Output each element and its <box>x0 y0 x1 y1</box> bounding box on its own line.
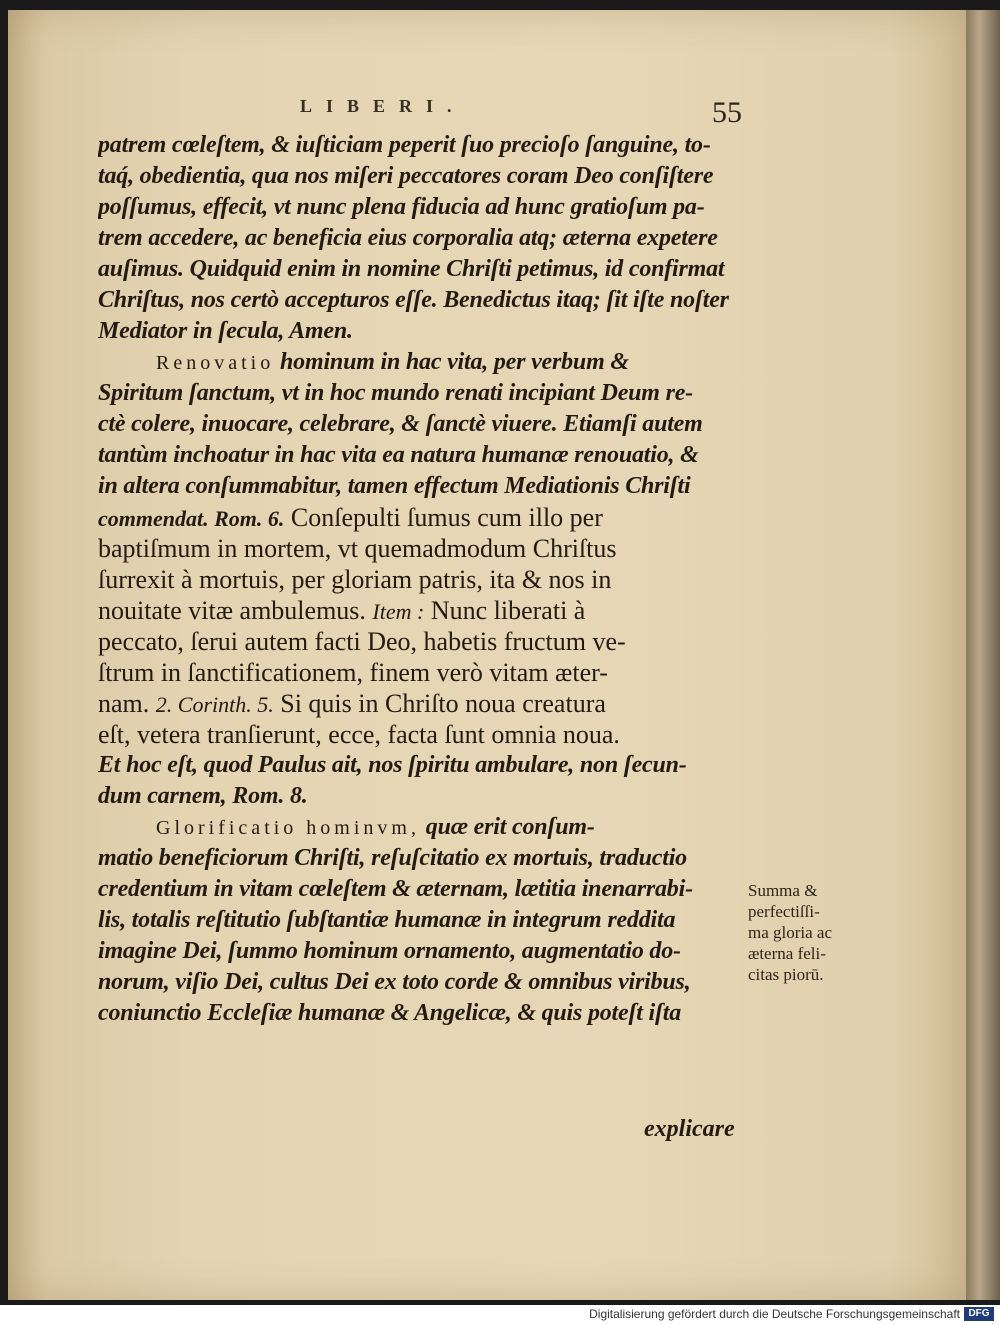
body-text <box>98 130 758 1029</box>
text-line: Chriſtus, nos certò accepturos eſſe. Benedictus itaq; ſit iſte noſter <box>98 287 729 313</box>
text-line: dum carnem, Rom. 8. <box>98 783 308 809</box>
text-line: Mediator in ſecula, Amen. <box>98 318 353 344</box>
text-fragment: Si quis in Chriſto noua creatura <box>280 689 606 718</box>
text-line: lis, totalis reſtitutio ſubſtantiæ humanæ in integrum reddita <box>98 907 676 933</box>
footer-credit: Digitalisierung gefördert durch die Deutsche Forschungsgemeinschaft <box>589 1307 960 1321</box>
text-line: patrem cœleſtem, & iuſticiam peperit ſuo precioſo ſanguine, to- <box>98 132 711 158</box>
text-line: Et hoc eſt, quod Paulus ait, nos ſpiritu ambulare, non ſecun- <box>98 752 687 778</box>
text-fragment: quæ erit conſum- <box>425 814 595 840</box>
text-line: ſtrum in ſanctificationem, finem verò vitam æter- <box>98 658 608 687</box>
text-line: matio beneficiorum Chriſti, reſuſcitatio ex mortuis, traductio <box>98 845 687 871</box>
running-head: LIBERI. <box>300 96 466 116</box>
marginal-line: æterna feli- <box>748 944 826 963</box>
page-edge <box>966 10 1000 1300</box>
marginal-line: Summa & <box>748 881 818 900</box>
citation: 2. Corinth. 5. <box>155 692 274 717</box>
text-line <box>98 688 758 719</box>
text-fragment: Nunc liberati à <box>430 596 586 625</box>
text-line: taq́, obedientia, qua nos miſeri peccatores coram Deo conſiſtere <box>98 163 714 189</box>
footer-bar <box>0 1305 1000 1325</box>
text-line: trem accedere, ac beneficia eius corporalia atq; æterna expetere <box>98 225 718 251</box>
citation: Item : <box>372 599 425 624</box>
text-line: Spiritum ſanctum, vt in hoc mundo renati incipiant Deum re- <box>98 380 693 406</box>
text-line: poſſumus, effecit, vt nunc plena fiducia ad hunc gratioſum pa- <box>98 194 705 220</box>
text-line <box>98 347 758 378</box>
marginal-line: perfectiſſi- <box>748 902 820 921</box>
text-fragment: nouitate vitæ ambulemus. <box>98 596 366 625</box>
text-line: norum, viſio Dei, cultus Dei ex toto corde & omnibus viribus, <box>98 969 691 995</box>
text-line: tantùm inchoatur in hac vita ea natura humanæ renouatio, & <box>98 442 699 468</box>
text-fragment: hominum in hac vita, per verbum & <box>280 349 629 375</box>
text-line: coniunctio Eccleſiæ humanæ & Angelicæ, & quis poteſt iſta <box>98 1000 682 1026</box>
text-line <box>98 595 758 626</box>
marginal-note <box>748 880 868 985</box>
text-line: auſimus. Quidquid enim in nomine Chriſti petimus, id confirmat <box>98 256 725 282</box>
text-line <box>98 812 758 843</box>
catchword: explicare <box>644 1116 735 1142</box>
text-line: ctè colere, inuocare, celebrare, & ſanctè viuere. Etiamſi autem <box>98 411 703 437</box>
page-number: 55 <box>712 96 742 129</box>
section-lead-glorificatio: Glorificatio hominvm, <box>156 817 420 839</box>
text-line: eſt, vetera tranſierunt, ecce, facta ſunt omnia noua. <box>98 720 620 749</box>
text-line: ſurrexit à mortuis, per gloriam patris, ita & nos in <box>98 565 612 594</box>
marginal-line: ma gloria ac <box>748 923 833 942</box>
citation: commendat. Rom. 6. <box>98 506 285 531</box>
text-line: in altera conſummabitur, tamen effectum Mediationis Chriſti <box>98 473 691 499</box>
text-line: baptiſmum in mortem, vt quemadmodum Chriſtus <box>98 534 617 563</box>
text-fragment: Conſepulti ſumus cum illo per <box>290 503 603 532</box>
dfg-logo: DFG <box>964 1307 994 1321</box>
text-line: peccato, ſerui autem facti Deo, habetis fructum ve- <box>98 627 626 656</box>
marginal-line: citas piorū. <box>748 965 824 984</box>
section-lead-renovatio: Renovatio <box>156 352 275 374</box>
text-line: credentium in vitam cœleſtem & æternam, lætitia inenarrabi- <box>98 876 693 902</box>
text-fragment: nam. <box>98 689 150 718</box>
text-line: imagine Dei, ſummo hominum ornamento, augmentatio do- <box>98 938 681 964</box>
text-line <box>98 502 758 533</box>
